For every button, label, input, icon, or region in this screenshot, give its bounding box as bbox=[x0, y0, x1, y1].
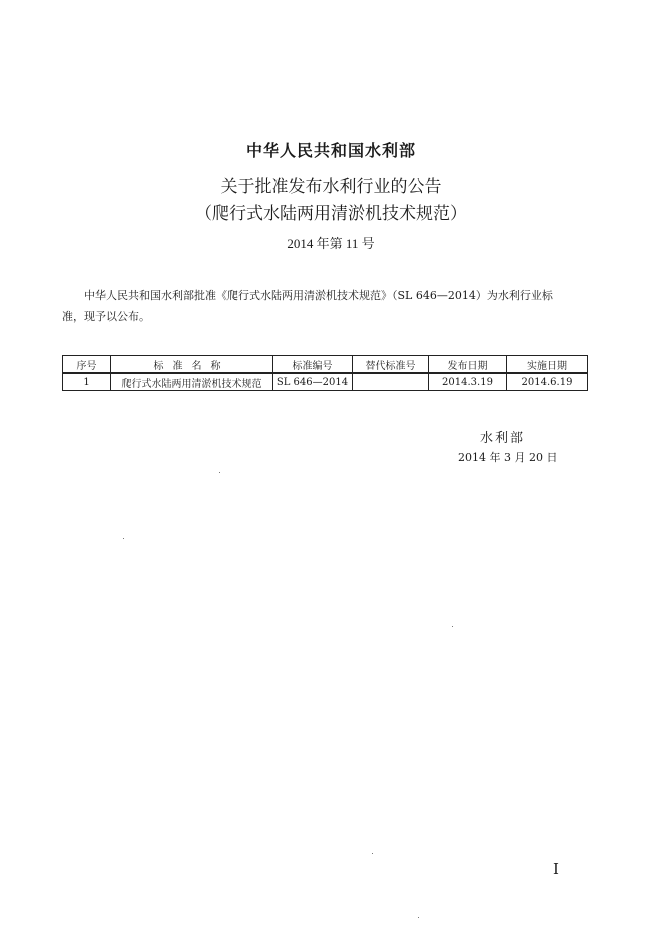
header-serial: 序号 bbox=[63, 356, 111, 374]
header-standard-name: 标准名称 bbox=[111, 356, 273, 374]
page-number: I bbox=[553, 860, 559, 878]
scan-speck bbox=[219, 472, 220, 473]
header-standard-code: 标准编号 bbox=[273, 356, 353, 374]
cell-replaced-standard bbox=[353, 373, 429, 391]
header-replaced-standard: 替代标准号 bbox=[353, 356, 429, 374]
cell-standard-name: 爬行式水陆两用清淤机技术规范 bbox=[111, 373, 273, 391]
cell-standard-code: SL 646—2014 bbox=[273, 373, 353, 391]
body-line-2: 准，现予以公布。 bbox=[62, 310, 150, 323]
issuer-signature: 水利部 bbox=[480, 431, 526, 446]
scan-speck bbox=[123, 538, 124, 539]
scan-speck bbox=[372, 853, 373, 854]
body-line-1: 中华人民共和国水利部批准《爬行式水陆两用清淤机技术规范》（SL 646—2014）为水利行业标 bbox=[84, 289, 553, 302]
cell-effective-date: 2014.6.19 bbox=[507, 373, 588, 391]
scan-speck bbox=[418, 917, 419, 918]
issue-date: 2014 年 3 月 20 日 bbox=[458, 451, 558, 464]
cell-serial: 1 bbox=[63, 373, 111, 391]
announcement-title: 关于批准发布水利行业的公告 bbox=[220, 177, 442, 197]
announcement-number: 2014 年第 11 号 bbox=[287, 236, 375, 251]
header-issue-date: 发布日期 bbox=[429, 356, 507, 374]
cell-issue-date: 2014.3.19 bbox=[429, 373, 507, 391]
announcement-subtitle: （爬行式水陆两用清淤机技术规范） bbox=[195, 204, 467, 224]
issuing-organization: 中华人民共和国水利部 bbox=[245, 141, 416, 160]
scan-speck bbox=[452, 626, 453, 627]
table-header-row bbox=[63, 356, 588, 374]
table-row bbox=[63, 373, 588, 391]
standards-table bbox=[62, 355, 588, 391]
announcement-body bbox=[62, 285, 592, 327]
header-effective-date: 实施日期 bbox=[507, 356, 588, 374]
